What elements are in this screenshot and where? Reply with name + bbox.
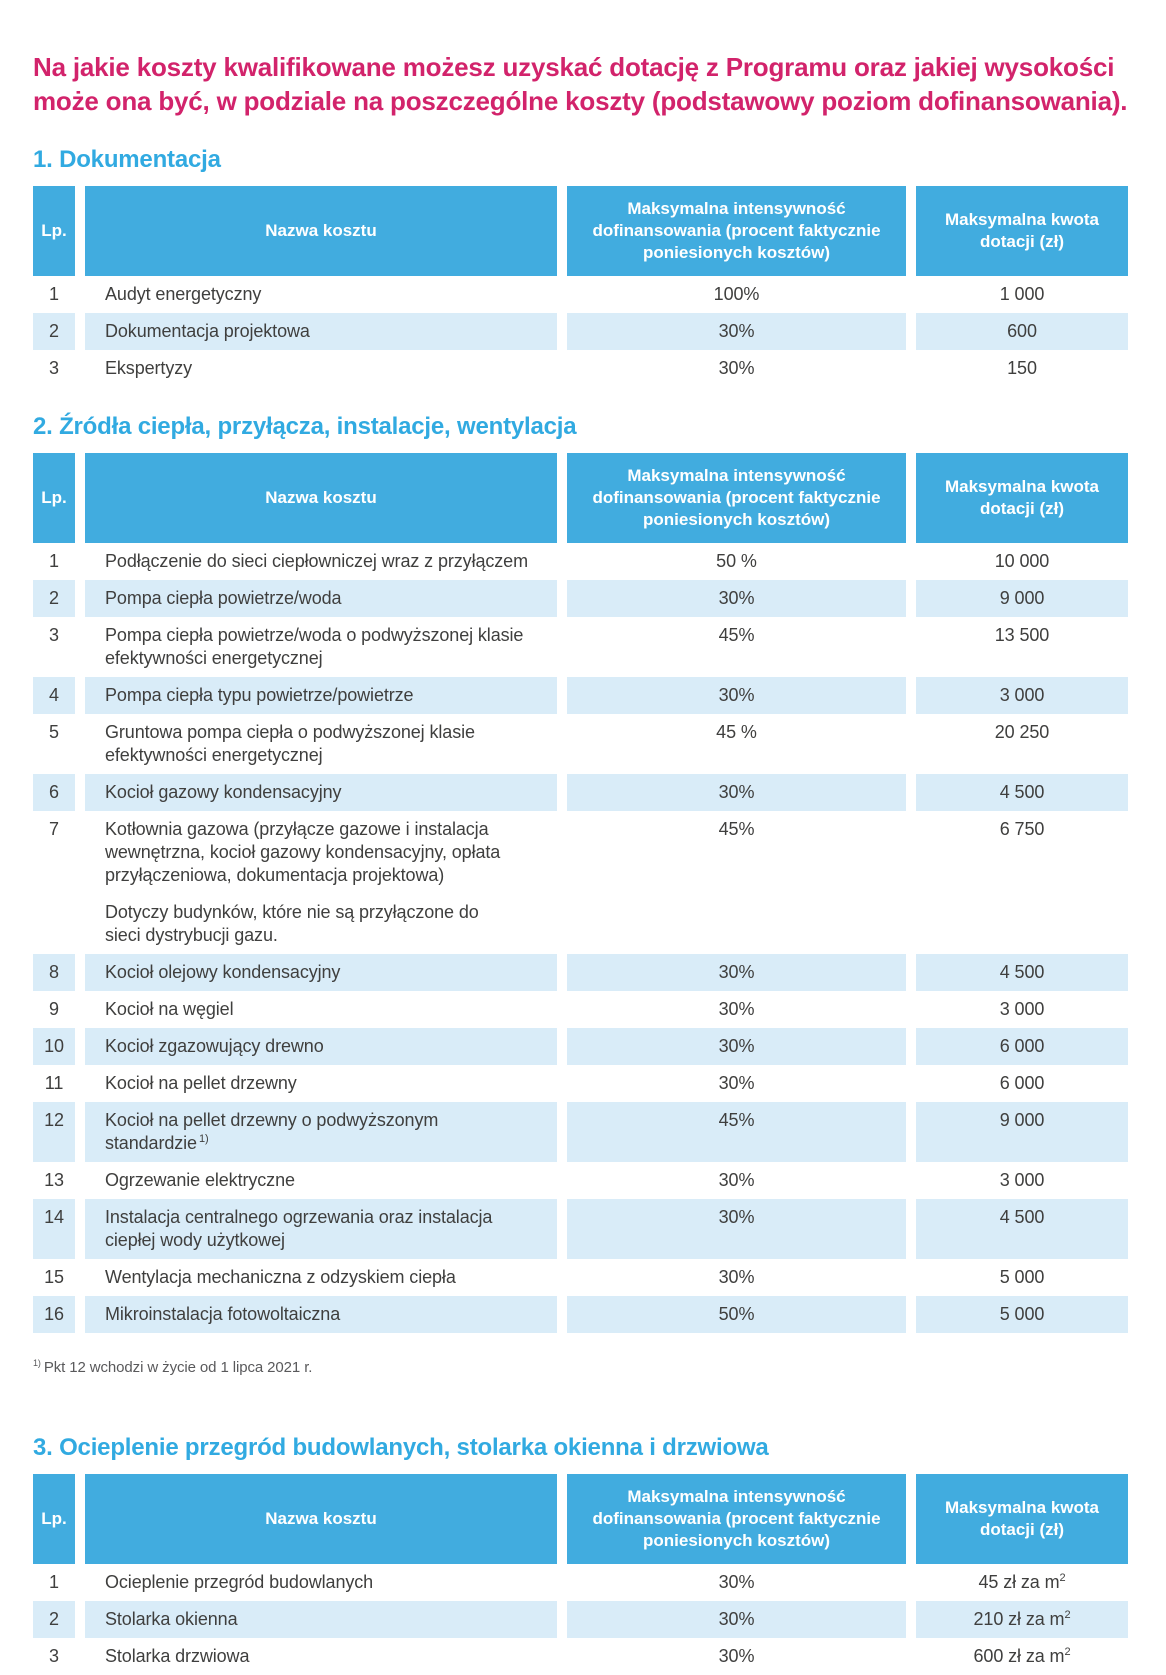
max-amount <box>916 1601 1128 1638</box>
max-amount: 1 000 <box>999 284 1045 304</box>
cost-name: Instalacja centralnego ogrzewania oraz instalacja ciepłej wody użytkowej <box>85 1199 557 1259</box>
cost-name: Podłączenie do sieci ciepłowniczej wraz z przyłączem <box>105 551 528 571</box>
table-row <box>33 991 1138 1028</box>
max-amount: 4 500 <box>916 1199 1128 1259</box>
max-intensity: 30% <box>718 1170 755 1190</box>
cost-name: Kocioł olejowy kondensacyjny <box>85 954 557 991</box>
column-header-lp: Lp. <box>33 186 75 276</box>
table-header-row <box>33 186 1138 276</box>
cost-name-text: Kocioł na pellet drzewny o podwyższonym standardzie <box>105 1110 439 1153</box>
section-ocieplenie <box>33 1434 1138 1675</box>
table-row <box>33 313 1138 350</box>
table-footnote <box>33 1359 1138 1376</box>
cost-name: Kocioł zgazowujący drewno <box>85 1028 557 1065</box>
table-row <box>33 677 1138 714</box>
table-row <box>33 1162 1138 1199</box>
row-number: 3 <box>49 1646 59 1666</box>
cost-name: Stolarka okienna <box>85 1601 557 1638</box>
footnote-reference: 1) <box>198 1133 209 1145</box>
column-header-name: Nazwa kosztu <box>85 186 557 276</box>
cost-name: Ocieplenie przegród budowlanych <box>105 1572 374 1592</box>
section-heading: 3. Ocieplenie przegród budowlanych, stolarka okienna i drzwiowa <box>33 1434 769 1461</box>
row-number: 8 <box>33 954 75 991</box>
table-row <box>33 350 1138 387</box>
max-intensity: 30% <box>567 677 906 714</box>
max-intensity: 30% <box>567 580 906 617</box>
max-amount: 6 000 <box>999 1073 1045 1093</box>
max-intensity: 45% <box>718 819 755 839</box>
cost-name: Wentylacja mechaniczna z odzyskiem ciepła <box>105 1267 456 1287</box>
table-row <box>33 617 1138 677</box>
row-number: 12 <box>33 1102 75 1162</box>
table-row <box>33 1638 1138 1675</box>
cost-name <box>85 811 557 954</box>
table-row <box>33 1601 1138 1638</box>
row-number: 5 <box>49 722 59 742</box>
row-number: 2 <box>33 580 75 617</box>
row-number: 9 <box>49 999 59 1019</box>
table-row <box>33 1296 1138 1333</box>
max-amount: 5 000 <box>999 1267 1045 1287</box>
max-amount: 9 000 <box>916 580 1128 617</box>
max-amount <box>916 1638 1128 1675</box>
table-row <box>33 1102 1138 1162</box>
square-meter-exponent: 2 <box>1059 1572 1066 1584</box>
max-intensity: 30% <box>718 1572 755 1592</box>
table-row <box>33 1065 1138 1102</box>
cost-name: Dokumentacja projektowa <box>85 313 557 350</box>
max-intensity: 45 % <box>716 722 757 742</box>
max-amount: 4 500 <box>916 954 1128 991</box>
cost-table <box>33 453 1138 1333</box>
max-amount: 3 000 <box>916 677 1128 714</box>
max-intensity: 50% <box>567 1296 906 1333</box>
footnote-text: Pkt 12 wchodzi w życie od 1 lipca 2021 r. <box>43 1359 313 1376</box>
row-number: 16 <box>33 1296 75 1333</box>
cost-name <box>85 1102 557 1162</box>
max-amount <box>916 1564 1128 1601</box>
table-row <box>33 1564 1138 1601</box>
column-header-intensity: Maksymalna intensywność dofinansowania (procent faktycznie poniesionych kosztów) <box>567 186 906 276</box>
table-row <box>33 774 1138 811</box>
row-number: 1 <box>49 551 59 571</box>
max-intensity: 30% <box>718 1646 755 1666</box>
max-amount: 3 000 <box>999 1170 1045 1190</box>
column-header-name: Nazwa kosztu <box>85 1474 557 1564</box>
max-amount: 9 000 <box>916 1102 1128 1162</box>
max-intensity: 30% <box>718 358 755 378</box>
table-row <box>33 1259 1138 1296</box>
max-amount: 6 000 <box>916 1028 1128 1065</box>
table-row <box>33 811 1138 954</box>
square-meter-exponent: 2 <box>1064 1646 1071 1658</box>
max-amount-text: 600 zł za m <box>973 1646 1065 1666</box>
cost-name: Kocioł na węgiel <box>105 999 234 1019</box>
section-heading: 1. Dokumentacja <box>33 146 221 173</box>
max-intensity: 30% <box>567 1601 906 1638</box>
column-header-amount: Maksymalna kwota dotacji (zł) <box>916 186 1128 276</box>
cost-name-text: Kotłownia gazowa (przyłącze gazowe i instalacja wewnętrzna, kocioł gazowy kondensacyjny, opłata przyłączeniowa, dokumentacja projektowa) <box>105 819 501 885</box>
max-amount: 600 <box>916 313 1128 350</box>
table-row <box>33 954 1138 991</box>
max-amount-text: 210 zł za m <box>973 1609 1065 1629</box>
column-header-name: Nazwa kosztu <box>85 453 557 543</box>
section-dokumentacja <box>33 146 1138 387</box>
max-amount: 20 250 <box>994 722 1050 742</box>
cost-note: Dotyczy budynków, które nie są przyłączone do sieci dystrybucji gazu. <box>105 902 479 945</box>
column-header-intensity: Maksymalna intensywność dofinansowania (procent faktycznie poniesionych kosztów) <box>567 453 906 543</box>
cost-table <box>33 1474 1138 1675</box>
max-intensity: 30% <box>567 954 906 991</box>
max-intensity: 30% <box>718 1267 755 1287</box>
row-number: 10 <box>33 1028 75 1065</box>
max-intensity: 30% <box>718 999 755 1019</box>
cost-name: Pompa ciepła powietrze/woda o podwyższonej klasie efektywności energetycznej <box>105 625 524 668</box>
max-intensity: 30% <box>567 1199 906 1259</box>
section-heading: 2. Źródła ciepła, przyłącza, instalacje, wentylacja <box>33 413 577 440</box>
cost-name: Mikroinstalacja fotowoltaiczna <box>85 1296 557 1333</box>
max-intensity: 30% <box>567 774 906 811</box>
max-intensity: 100% <box>713 284 760 304</box>
row-number: 13 <box>44 1170 64 1190</box>
max-amount: 10 000 <box>994 551 1050 571</box>
max-intensity: 50 % <box>716 551 757 571</box>
column-header-lp: Lp. <box>33 1474 75 1564</box>
table-row <box>33 543 1138 580</box>
cost-name: Ogrzewanie elektryczne <box>105 1170 295 1190</box>
max-amount: 5 000 <box>916 1296 1128 1333</box>
max-intensity: 30% <box>567 1028 906 1065</box>
cost-name: Pompa ciepła powietrze/woda <box>85 580 557 617</box>
cost-name: Stolarka drzwiowa <box>105 1646 250 1666</box>
row-number: 1 <box>49 1572 59 1592</box>
max-amount: 6 750 <box>999 819 1045 839</box>
cost-name: Ekspertyzy <box>105 358 193 378</box>
row-number: 2 <box>33 1601 75 1638</box>
table-row <box>33 580 1138 617</box>
footnote-marker: 1) <box>33 1358 41 1368</box>
table-row <box>33 714 1138 774</box>
max-intensity: 30% <box>718 1073 755 1093</box>
row-number: 1 <box>49 284 59 304</box>
max-intensity: 45% <box>718 625 755 645</box>
row-number: 7 <box>49 819 59 839</box>
square-meter-exponent: 2 <box>1064 1609 1071 1621</box>
table-row <box>33 1199 1138 1259</box>
row-number: 4 <box>33 677 75 714</box>
row-number: 15 <box>44 1267 64 1287</box>
max-amount: 13 500 <box>994 625 1050 645</box>
column-header-amount: Maksymalna kwota dotacji (zł) <box>916 453 1128 543</box>
table-header-row <box>33 453 1138 543</box>
row-number: 2 <box>33 313 75 350</box>
row-number: 3 <box>49 625 59 645</box>
page-title: Na jakie koszty kwalifikowane możesz uzyskać dotację z Programu oraz jakiej wysokości może ona być, w podziale na poszczególne koszty (podstawowy poziom dofinansowania). <box>33 52 1128 116</box>
table-header-row <box>33 1474 1138 1564</box>
max-amount: 4 500 <box>916 774 1128 811</box>
row-number: 14 <box>33 1199 75 1259</box>
max-amount: 150 <box>1007 358 1037 378</box>
column-header-intensity: Maksymalna intensywność dofinansowania (procent faktycznie poniesionych kosztów) <box>567 1474 906 1564</box>
table-row <box>33 276 1138 313</box>
max-intensity: 30% <box>567 313 906 350</box>
cost-name: Pompa ciepła typu powietrze/powietrze <box>85 677 557 714</box>
max-intensity: 45% <box>567 1102 906 1162</box>
section-zrodla-ciepla <box>33 413 1138 1376</box>
cost-name: Kocioł na pellet drzewny <box>105 1073 297 1093</box>
max-amount-text: 45 zł za m <box>978 1572 1060 1592</box>
row-number: 11 <box>44 1073 64 1093</box>
column-header-amount: Maksymalna kwota dotacji (zł) <box>916 1474 1128 1564</box>
max-amount: 3 000 <box>999 999 1045 1019</box>
table-row <box>33 1028 1138 1065</box>
cost-table <box>33 186 1138 387</box>
row-number: 3 <box>49 358 59 378</box>
cost-name: Audyt energetyczny <box>105 284 262 304</box>
cost-name: Gruntowa pompa ciepła o podwyższonej klasie efektywności energetycznej <box>105 722 475 765</box>
row-number: 6 <box>33 774 75 811</box>
column-header-lp: Lp. <box>33 453 75 543</box>
cost-name: Kocioł gazowy kondensacyjny <box>85 774 557 811</box>
